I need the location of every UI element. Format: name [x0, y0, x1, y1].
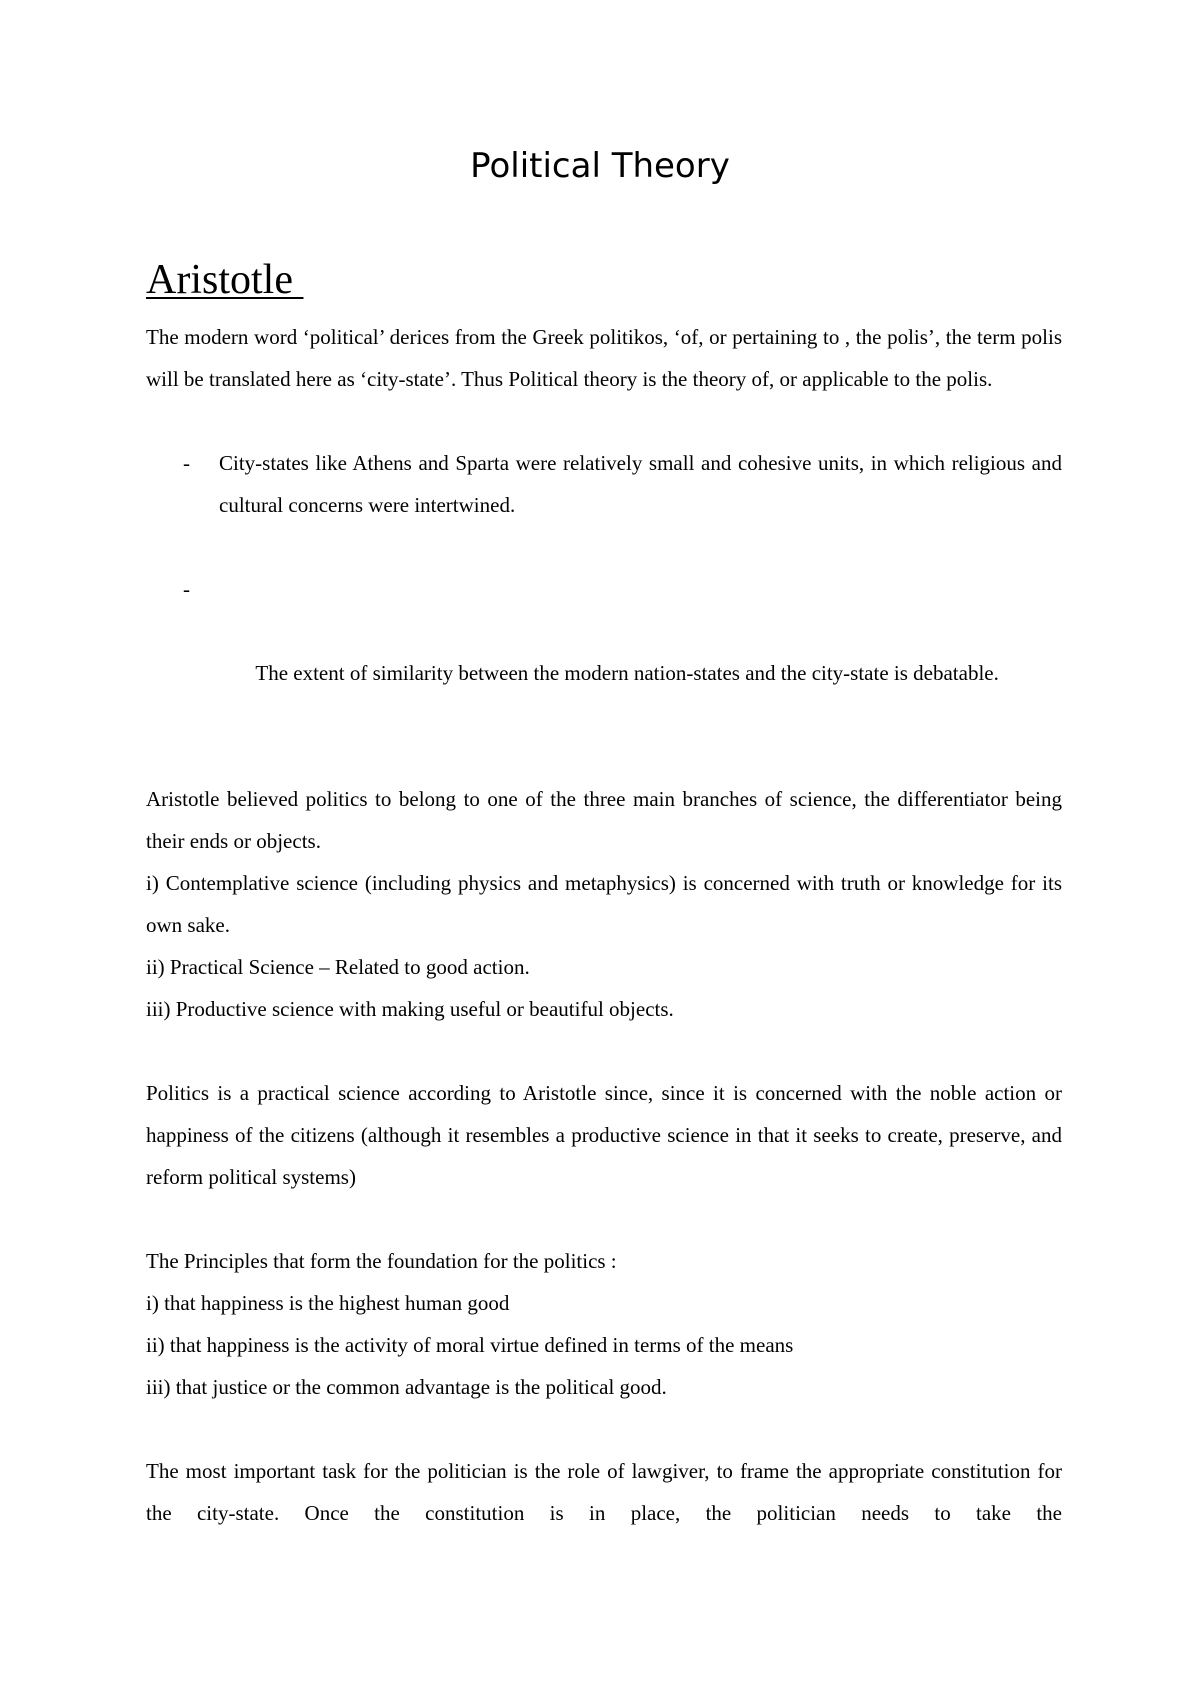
- bullet-dash: -: [183, 577, 190, 601]
- intro-paragraph: The modern word ‘political’ derices from the Greek politikos, ‘of, or pertaining to , the polis’, the term polis will be translated here as ‘city-state’. Thus Political theory is the theory of, or applicable to the polis.: [146, 325, 1062, 391]
- paragraph-spacer: [146, 1030, 1062, 1072]
- document-title: Political Theory: [470, 146, 730, 186]
- principle-item: i) that happiness is the highest human good: [146, 1291, 510, 1315]
- bullet-item: [146, 442, 1062, 526]
- paragraph-spacer: [146, 1408, 1062, 1450]
- branches-intro: Aristotle believed politics to belong to one of the three main branches of science, the differentiator being their ends or objects.: [146, 787, 1062, 853]
- branch-item: iii) Productive science with making useful or beautiful objects.: [146, 997, 674, 1021]
- bullet-text: City-states like Athens and Sparta were relatively small and cohesive units, in which religious and cultural concerns were intertwined.: [219, 451, 1062, 517]
- document-body: [146, 256, 1062, 1534]
- bullet-dash: -: [183, 451, 190, 475]
- paragraph-spacer: [146, 1198, 1062, 1240]
- bullet-text: The extent of similarity between the modern nation-states and the city-state is debatable.: [250, 661, 999, 685]
- principle-item: ii) that happiness is the activity of moral virtue defined in terms of the means: [146, 1333, 794, 1357]
- politics-paragraph: Politics is a practical science according to Aristotle since, since it is concerned with the noble action or happiness of the citizens (although it resembles a productive science in that it seeks to create, preserve, and reform political systems): [146, 1081, 1062, 1189]
- bullet-item: [146, 568, 1062, 736]
- lawgiver-paragraph: The most important task for the politician is the role of lawgiver, to frame the appropriate constitution for the city-state. Once the constitution is in place, the politician needs to take the: [146, 1459, 1062, 1525]
- branch-item: i) Contemplative science (including physics and metaphysics) is concerned with truth or knowledge for its own sake.: [146, 871, 1062, 937]
- paragraph-spacer: [146, 736, 1062, 778]
- paragraph-spacer: [146, 526, 1062, 568]
- principles-intro: The Principles that form the foundation for the politics :: [146, 1249, 617, 1273]
- principle-item: iii) that justice or the common advantage is the political good.: [146, 1375, 667, 1399]
- paragraph-spacer: [146, 400, 1062, 442]
- section-heading: Aristotle: [146, 257, 304, 303]
- branch-item: ii) Practical Science – Related to good action.: [146, 955, 530, 979]
